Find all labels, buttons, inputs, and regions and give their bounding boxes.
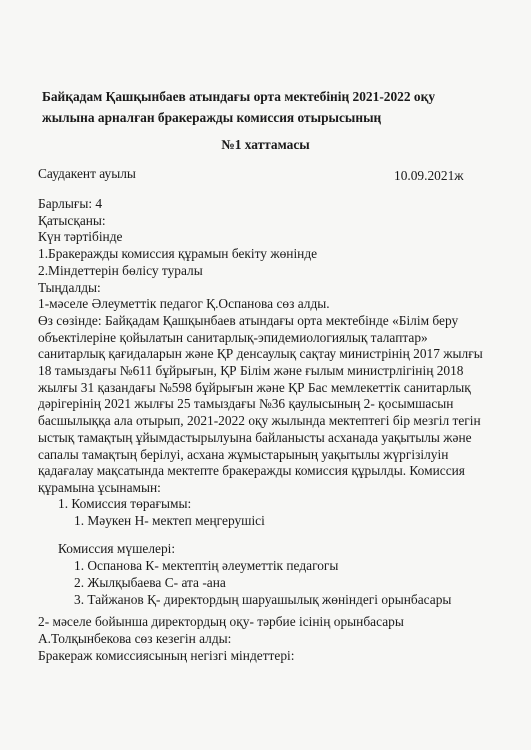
body-line: 2.Міндеттерін бөлісу туралы bbox=[38, 262, 203, 278]
member-item: 3. Тайжанов Қ- директордың шаруашылық жөніндегі орынбасары bbox=[74, 592, 452, 607]
body-line: 1-мәселе Әлеуметтік педагог Қ.Оспанова сөз алды. bbox=[38, 296, 330, 312]
body-line: басшылыққа ала отырып, 2021-2022 оқу жылында мектептегі бір мезгіл тегін bbox=[38, 413, 481, 429]
body-line: дәрігерінің 2021 жылғы 25 тамыздағы №36 қаулысының 2- қосымшасын bbox=[38, 396, 454, 412]
closing-line: 2- мәселе бойынша директордың оқу- тәрбие ісінің орынбасары bbox=[38, 614, 404, 629]
member-item: 1. Оспанова К- мектептің әлеуметтік педагогы bbox=[74, 558, 339, 573]
protocol-number: №1 хаттамасы bbox=[221, 137, 310, 152]
body-line: Тыңдалды: bbox=[38, 279, 101, 295]
body-line: құрамына ұсынамын: bbox=[38, 479, 161, 495]
chair-heading: 1. Комиссия төрағымы: bbox=[58, 496, 192, 511]
member-item: 2. Жылқыбаева С- ата -ана bbox=[74, 575, 226, 590]
body-line: объектілеріне қойылатын санитарлық-эпидемиологиялық талаптар» bbox=[38, 329, 428, 345]
body-line: Барлығы: 4 bbox=[38, 196, 103, 211]
body-line: 18 тамыздағы №611 бұйрығын, ҚР Білім және ғылым министрлігінің 2018 bbox=[38, 363, 464, 379]
body-line: жылғы 31 қазандағы №598 бұйрығын және ҚР Бас мемлекеттік санитарлық bbox=[38, 379, 471, 395]
body-line: ыстық тамақтың ұйымдастырылуына байланысты асханада уақытылы және bbox=[38, 429, 472, 445]
members-heading: Комиссия мүшелері: bbox=[58, 541, 176, 556]
title-line-2: жылына арналған бракеражды комиссия отырысының bbox=[42, 110, 382, 125]
body-line: Қатысқаны: bbox=[38, 212, 106, 228]
date-label: 10.09.2021ж bbox=[394, 168, 464, 183]
body-line: 1.Бракеражды комиссия құрамын бекіту жөнінде bbox=[38, 246, 318, 262]
body-line: Өз сөзінде: Байқадам Қашқынбаев атындағы орта мектебінде «Білім беру bbox=[38, 312, 459, 328]
closing-line: А.Толқынбекова сөз кезегін алды: bbox=[38, 631, 232, 646]
closing-line: Бракераж комиссиясының негізгі міндеттері: bbox=[38, 648, 295, 663]
title-line-1: Байқадам Қашқынбаев атындағы орта мектебінің 2021-2022 оқу bbox=[42, 89, 436, 104]
body-line: Күн тәртібінде bbox=[38, 229, 123, 245]
place-label: Саудакент ауылы bbox=[38, 166, 136, 181]
body-text bbox=[38, 196, 488, 497]
body-line: қадағалау мақсатында мектепте бракеражды комиссия құрылды. Комиссия bbox=[38, 463, 465, 479]
body-line: сапалы тамақтың берілуі, асхана жұмыстарының уақытылы жүргізілуін bbox=[38, 446, 449, 462]
body-line: санитарлық қағидаларын және ҚР денсаулық сақтау министрінің 2017 жылғы bbox=[38, 346, 483, 362]
chair-item: 1. Мәукен Н- мектеп меңгерушісі bbox=[74, 513, 265, 528]
document-title bbox=[42, 86, 462, 128]
